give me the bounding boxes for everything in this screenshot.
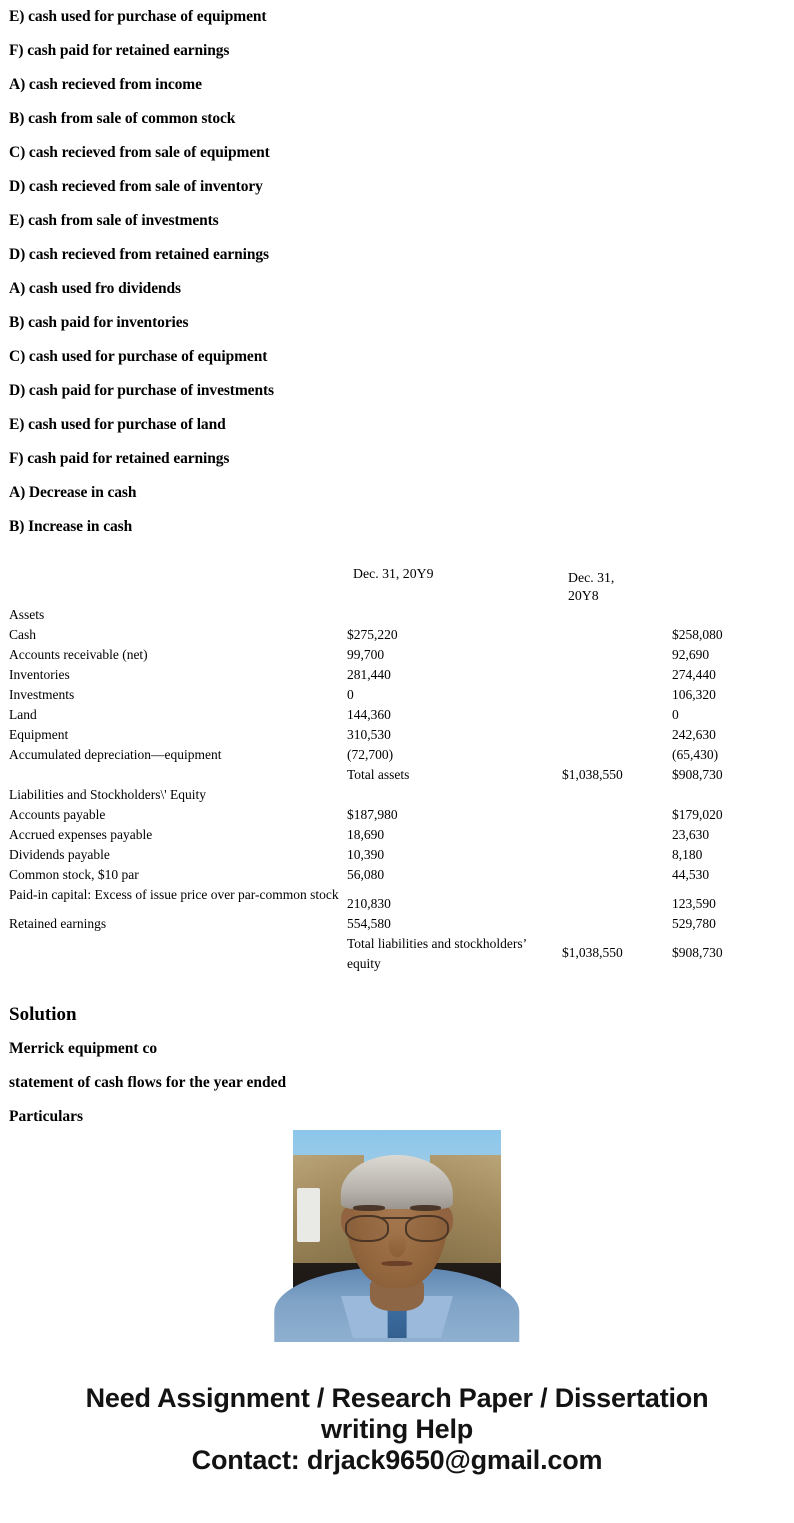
- table-row: [9, 625, 794, 645]
- assets-heading: Assets: [9, 607, 45, 622]
- avatar-eyebrow-right: [410, 1205, 441, 1211]
- row-label: Paid-in capital: Excess of issue price over par-common stock: [9, 887, 339, 902]
- option-line: E) cash used for purchase of land: [9, 416, 226, 433]
- row-value-20y9: 144,360: [347, 707, 391, 722]
- row-value-20y9: 554,580: [347, 916, 391, 931]
- total-assets-row: [9, 765, 794, 785]
- empty-cell: [347, 785, 562, 805]
- balance-sheet-section: [0, 564, 794, 974]
- option-line: C) cash recieved from sale of equipment: [9, 144, 270, 161]
- assets-heading-row: [9, 605, 794, 625]
- table-row: [9, 645, 794, 665]
- row-value-20y8: 529,780: [672, 916, 716, 931]
- promo-footer: [0, 1383, 794, 1476]
- option-line: D) cash recieved from retained earnings: [9, 246, 269, 263]
- option-line: A) Decrease in cash: [9, 484, 137, 501]
- empty-cell: [562, 865, 672, 885]
- empty-cell: [672, 605, 794, 625]
- total-liabilities-20y8: $908,730: [672, 945, 723, 960]
- question-option-list: [0, 0, 794, 544]
- empty-cell: [562, 665, 672, 685]
- row-label: Cash: [9, 627, 36, 642]
- table-row: [9, 665, 794, 685]
- table-row: [9, 725, 794, 745]
- empty-cell: [347, 605, 562, 625]
- row-label: Accounts payable: [9, 807, 106, 822]
- table-row: [9, 825, 794, 845]
- empty-cell: [562, 805, 672, 825]
- spacer: [0, 544, 794, 564]
- empty-cell: [562, 885, 672, 914]
- empty-cell: [562, 914, 672, 934]
- row-value-20y9: 210,830: [347, 896, 391, 911]
- row-label: Dividends payable: [9, 847, 110, 862]
- empty-cell: [562, 645, 672, 665]
- option-line: E) cash from sale of investments: [9, 212, 219, 229]
- header-blank: [9, 564, 347, 605]
- table-row: [9, 685, 794, 705]
- row-value-20y9: 99,700: [347, 647, 385, 662]
- avatar-background-panel: [297, 1188, 320, 1242]
- liabilities-heading: Liabilities and Stockholders\' Equity: [9, 787, 207, 802]
- row-label: Inventories: [9, 667, 70, 682]
- table-row: [9, 845, 794, 865]
- header-col-dec31-20y8: [562, 564, 672, 605]
- empty-cell: [562, 605, 672, 625]
- empty-cell: [562, 685, 672, 705]
- row-label: Investments: [9, 687, 75, 702]
- total-assets-20y8: $908,730: [672, 767, 723, 782]
- solution-company: Merrick equipment co: [9, 1040, 158, 1057]
- row-value-20y8: 44,530: [672, 867, 710, 882]
- total-assets-label: Total assets: [347, 767, 410, 782]
- avatar-mouth: [381, 1261, 412, 1266]
- row-value-20y9: 0: [347, 687, 354, 702]
- row-value-20y8: $179,020: [672, 807, 723, 822]
- header-col-dec31-20y9: Dec. 31, 20Y9: [353, 566, 434, 581]
- liabilities-heading-row: [9, 785, 794, 805]
- solution-section: [0, 974, 794, 1125]
- empty-cell: [672, 785, 794, 805]
- row-label: Accumulated depreciation—equipment: [9, 747, 222, 762]
- option-line: B) Increase in cash: [9, 518, 133, 535]
- row-value-20y9: 18,690: [347, 827, 385, 842]
- row-label: Retained earnings: [9, 916, 107, 931]
- promo-line-2: writing Help: [320, 1414, 474, 1444]
- row-value-20y9: 310,530: [347, 727, 391, 742]
- empty-cell: [562, 785, 672, 805]
- table-header-row: [9, 564, 794, 605]
- avatar-eyebrow-left: [353, 1205, 384, 1211]
- empty-cell: [9, 765, 347, 785]
- option-line: A) cash used fro dividends: [9, 280, 181, 297]
- table-row: [9, 745, 794, 765]
- row-value-20y9: (72,700): [347, 747, 394, 762]
- avatar-container: [0, 1130, 794, 1343]
- solution-heading: Solution: [9, 1004, 77, 1025]
- option-line: C) cash used for purchase of equipment: [9, 348, 268, 365]
- empty-cell: [562, 705, 672, 725]
- total-assets-20y9: $1,038,550: [562, 767, 623, 782]
- empty-cell: [562, 745, 672, 765]
- avatar: [293, 1130, 501, 1338]
- option-line: F) cash paid for retained earnings: [9, 450, 230, 467]
- row-value-20y8: $258,080: [672, 627, 723, 642]
- promo-line-1: Need Assignment / Research Paper / Dissertation: [85, 1383, 709, 1413]
- total-liabilities-label: Total liabilities and stockholders’ equity: [347, 936, 527, 971]
- row-value-20y8: 8,180: [672, 847, 703, 862]
- header-spacer: [672, 564, 794, 605]
- row-value-20y8: 274,440: [672, 667, 716, 682]
- row-value-20y9: 10,390: [347, 847, 385, 862]
- empty-cell: [562, 625, 672, 645]
- avatar-nose: [389, 1234, 406, 1257]
- avatar-glasses-bridge: [380, 1217, 413, 1219]
- row-value-20y9: $275,220: [347, 627, 398, 642]
- row-value-20y9: $187,980: [347, 807, 398, 822]
- option-line: A) cash recieved from income: [9, 76, 202, 93]
- balance-sheet-table: [9, 564, 794, 974]
- row-label: Common stock, $10 par: [9, 867, 139, 882]
- row-value-20y8: 0: [672, 707, 679, 722]
- row-label: Land: [9, 707, 37, 722]
- option-line: B) cash from sale of common stock: [9, 110, 236, 127]
- header-20y8-line2: 20Y8: [568, 588, 599, 603]
- option-line: F) cash paid for retained earnings: [9, 42, 230, 59]
- row-label: Accrued expenses payable: [9, 827, 153, 842]
- empty-cell: [562, 845, 672, 865]
- row-label: Equipment: [9, 727, 69, 742]
- row-value-20y9: 281,440: [347, 667, 391, 682]
- option-line: B) cash paid for inventories: [9, 314, 189, 331]
- row-value-20y8: 123,590: [672, 896, 716, 911]
- table-row: [9, 914, 794, 934]
- row-value-20y8: (65,430): [672, 747, 719, 762]
- option-line: D) cash recieved from sale of inventory: [9, 178, 263, 195]
- row-label: Accounts receivable (net): [9, 647, 148, 662]
- table-row: [9, 805, 794, 825]
- empty-cell: [9, 934, 347, 974]
- row-value-20y8: 106,320: [672, 687, 716, 702]
- row-value-20y8: 23,630: [672, 827, 710, 842]
- option-line: D) cash paid for purchase of investments: [9, 382, 274, 399]
- table-row: [9, 705, 794, 725]
- table-row: [9, 885, 794, 914]
- table-row: [9, 865, 794, 885]
- row-value-20y8: 242,630: [672, 727, 716, 742]
- row-value-20y9: 56,080: [347, 867, 385, 882]
- total-liabilities-20y9: $1,038,550: [562, 945, 623, 960]
- solution-particulars: Particulars: [9, 1108, 84, 1125]
- header-20y8-line1: Dec. 31,: [568, 570, 615, 585]
- empty-cell: [562, 825, 672, 845]
- option-line: E) cash used for purchase of equipment: [9, 8, 267, 25]
- row-value-20y8: 92,690: [672, 647, 710, 662]
- empty-cell: [562, 725, 672, 745]
- promo-line-3: Contact: drjack9650@gmail.com: [191, 1445, 603, 1475]
- total-liabilities-row: [9, 934, 794, 974]
- solution-statement-title: statement of cash flows for the year ended: [9, 1074, 287, 1091]
